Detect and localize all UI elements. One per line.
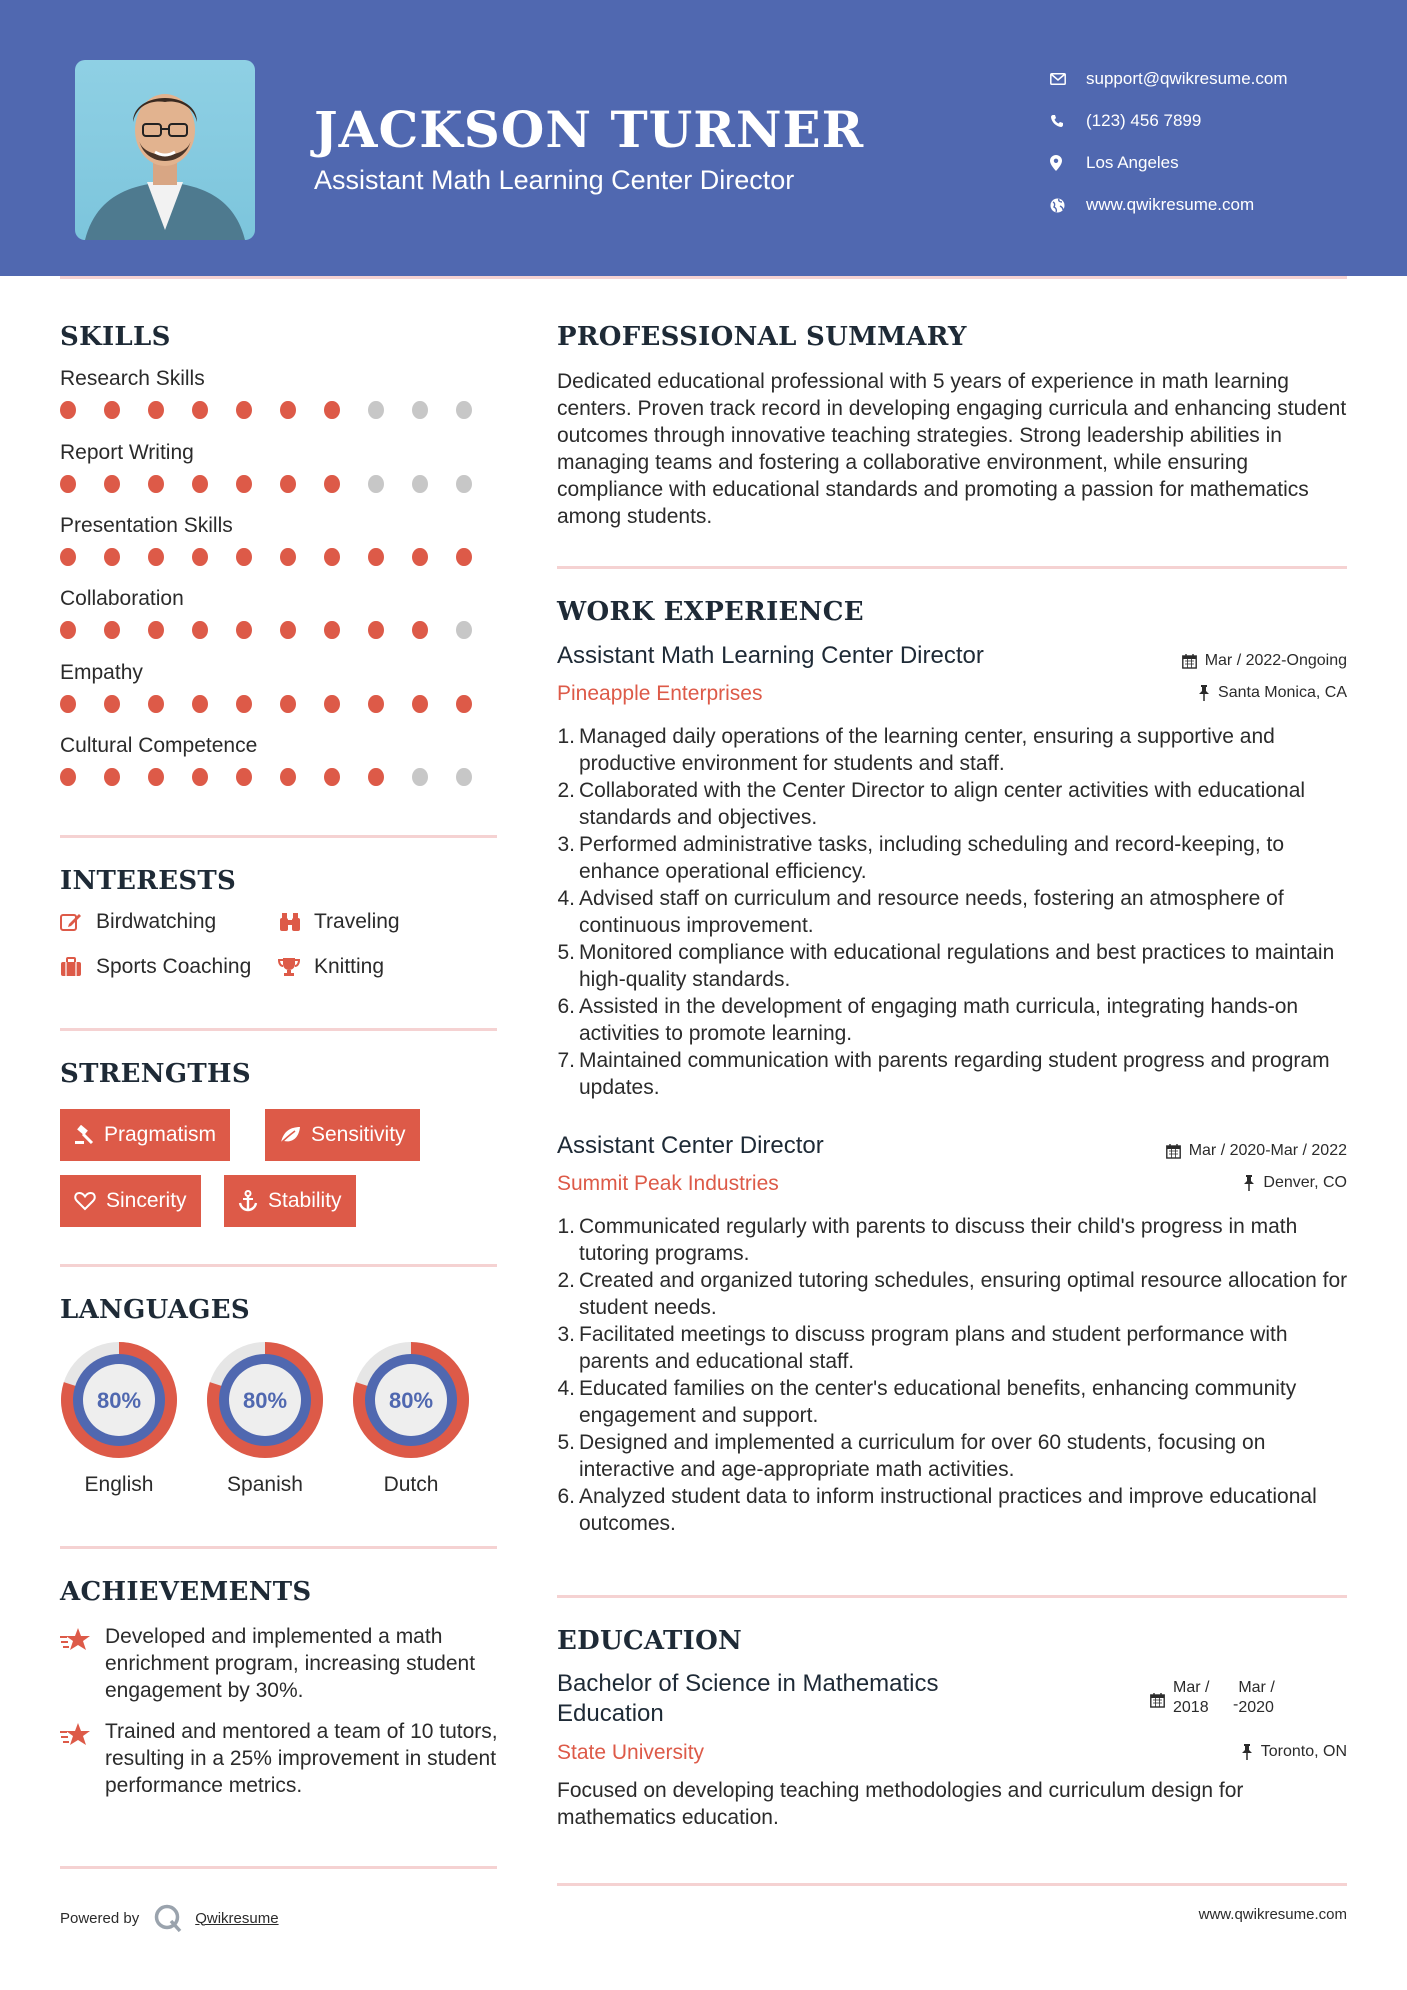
rating-dot-filled xyxy=(192,695,208,713)
strength-label: Pragmatism xyxy=(104,1123,217,1146)
skill-item xyxy=(60,661,500,713)
list-item: 6 . Analyzed student data to inform instructional practices and improve educational outcomes. xyxy=(557,1483,1352,1537)
rating-dot-filled xyxy=(456,548,472,566)
job-location-text: Santa Monica, CA xyxy=(1218,684,1347,701)
job-location xyxy=(1243,1174,1347,1192)
skill-name: Research Skills xyxy=(60,367,205,390)
language-ring xyxy=(58,1339,180,1461)
rating-dot-filled xyxy=(412,621,428,639)
interest-label: Birdwatching xyxy=(96,910,217,933)
rating-dot-filled xyxy=(192,621,208,639)
calendar-icon xyxy=(1182,654,1197,669)
interest-item xyxy=(60,955,251,979)
job-dates xyxy=(1166,1142,1347,1160)
rating-dot-filled xyxy=(236,401,252,419)
rating-dot-filled xyxy=(104,768,120,786)
degree-title-line1: Bachelor of Science in Mathematics xyxy=(557,1670,939,1697)
job-dates-text: Mar / 2020-Mar / 2022 xyxy=(1188,1142,1347,1159)
education-heading: EDUCATION xyxy=(557,1626,743,1656)
language-name: Spanish xyxy=(227,1473,303,1496)
skill-item xyxy=(60,734,500,786)
section-divider xyxy=(60,1546,497,1549)
experience-heading: WORK EXPERIENCE xyxy=(557,597,864,627)
section-divider xyxy=(60,1264,497,1267)
rating-dot-filled xyxy=(280,475,296,493)
job-location xyxy=(1198,684,1347,702)
skill-name: Presentation Skills xyxy=(60,514,233,537)
phone-icon xyxy=(1050,114,1086,128)
language-item xyxy=(58,1339,180,1497)
rating-dot-filled xyxy=(104,621,120,639)
language-ring xyxy=(204,1339,326,1461)
rating-dot-empty xyxy=(368,475,384,493)
strength-label: Stability xyxy=(268,1189,342,1212)
achievements-heading: ACHIEVEMENTS xyxy=(60,1577,312,1607)
company-name: Pineapple Enterprises xyxy=(557,682,763,705)
candidate-title: Assistant Math Learning Center Director xyxy=(314,165,795,195)
rating-dot-filled xyxy=(60,401,76,419)
education-date-start: Mar / 2018 xyxy=(1173,1679,1210,1716)
skill-item xyxy=(60,514,500,566)
binoculars-icon xyxy=(278,912,314,932)
strength-label: Sensitivity xyxy=(311,1123,406,1146)
contact-email[interactable] xyxy=(1050,58,1288,100)
rating-dot-filled xyxy=(412,695,428,713)
list-item: 1 . Communicated regularly with parents to discuss their child's progress in math tutoring programs. xyxy=(557,1213,1352,1267)
skill-rating xyxy=(60,548,500,566)
contact-phone-text: (123) 456 7899 xyxy=(1086,111,1202,130)
rating-dot-filled xyxy=(60,621,76,639)
skill-item xyxy=(60,587,500,639)
skill-item xyxy=(60,441,500,493)
star-badge-icon xyxy=(60,1623,105,1704)
list-item: 6 . Assisted in the development of engaging math curricula, integrating hands-on activities to promote learning. xyxy=(557,993,1352,1047)
language-item xyxy=(350,1339,472,1497)
envelope-icon xyxy=(1050,73,1086,85)
anchor-icon xyxy=(238,1190,258,1212)
gavel-icon xyxy=(74,1125,94,1145)
skill-rating xyxy=(60,401,500,419)
rating-dot-filled xyxy=(324,768,340,786)
rating-dot-filled xyxy=(280,768,296,786)
resume-header xyxy=(0,0,1407,276)
contact-location xyxy=(1050,142,1288,184)
rating-dot-filled xyxy=(104,401,120,419)
interests-heading: INTERESTS xyxy=(60,866,237,896)
rating-dot-filled xyxy=(280,621,296,639)
language-name: Dutch xyxy=(383,1473,439,1496)
rating-dot-filled xyxy=(368,548,384,566)
education-date-end: Mar / 2020 xyxy=(1238,1679,1275,1716)
skill-name: Cultural Competence xyxy=(60,734,258,757)
section-divider xyxy=(557,566,1347,569)
rating-dot-empty xyxy=(456,621,472,639)
list-item: 5 . Designed and implemented a curriculum for over 60 students, focusing on interactive and age-appropriate math activities. xyxy=(557,1429,1352,1483)
job-location-text: Denver, CO xyxy=(1263,1174,1347,1191)
rating-dot-empty xyxy=(456,768,472,786)
section-divider xyxy=(557,1595,1347,1598)
rating-dot-filled xyxy=(236,695,252,713)
list-item: 4 . Educated families on the center's educational benefits, enhancing community engagement and support. xyxy=(557,1375,1352,1429)
rating-dot-empty xyxy=(412,475,428,493)
language-ring xyxy=(350,1339,472,1461)
rating-dot-empty xyxy=(456,401,472,419)
star-badge-icon xyxy=(60,1718,105,1799)
interest-item xyxy=(60,910,216,934)
interest-label: Sports Coaching xyxy=(96,955,252,978)
language-item xyxy=(204,1339,326,1497)
rating-dot-filled xyxy=(324,401,340,419)
rating-dot-filled xyxy=(368,695,384,713)
rating-dot-filled xyxy=(324,548,340,566)
candidate-name: JACKSON TURNER xyxy=(314,100,865,159)
rating-dot-filled xyxy=(104,475,120,493)
rating-dot-filled xyxy=(456,695,472,713)
rating-dot-filled xyxy=(324,475,340,493)
contact-location-text: Los Angeles xyxy=(1086,153,1179,172)
rating-dot-empty xyxy=(368,401,384,419)
education-dates xyxy=(1150,1678,1288,1718)
job-duties-list xyxy=(557,1213,1352,1537)
list-item: 5 . Monitored compliance with educational regulations and best practices to maintain high-quality standards. xyxy=(557,939,1352,993)
rating-dot-filled xyxy=(148,548,164,566)
job-title: Assistant Math Learning Center Director xyxy=(557,642,984,669)
rating-dot-filled xyxy=(148,695,164,713)
rating-dot-filled xyxy=(148,621,164,639)
achievement-item xyxy=(60,1623,500,1704)
language-percent: 80% xyxy=(96,1388,142,1413)
list-item: 3 . Facilitated meetings to discuss program plans and student performance with parents and educational staff. xyxy=(557,1321,1352,1375)
skill-rating xyxy=(60,768,500,786)
school-name: State University xyxy=(557,1741,705,1764)
language-name: English xyxy=(84,1473,154,1496)
pushpin-icon xyxy=(1241,1744,1253,1760)
rating-dot-filled xyxy=(368,621,384,639)
pushpin-icon xyxy=(1198,685,1210,701)
calendar-icon xyxy=(1166,1144,1181,1159)
rating-dot-filled xyxy=(236,548,252,566)
rating-dot-filled xyxy=(60,548,76,566)
rating-dot-filled xyxy=(60,768,76,786)
pushpin-icon xyxy=(1243,1175,1255,1191)
skill-rating xyxy=(60,621,500,639)
job-dates-text: Mar / 2022-Ongoing xyxy=(1204,652,1347,669)
summary-text: Dedicated educational professional with 5 years of experience in math learning centers. Proven track record in developing engaging curricula and enhancing student outcomes through innovative teaching strategies. Strong leadership abilities in managing teams and fostering a collaborative environment, while ensuring compliance with educational standards and promoting a passion for mathematics among students. xyxy=(557,370,1347,528)
rating-dot-filled xyxy=(148,768,164,786)
pencil-square-icon xyxy=(60,912,96,932)
location-pin-icon xyxy=(1050,155,1086,171)
language-percent: 80% xyxy=(242,1388,288,1413)
rating-dot-filled xyxy=(280,401,296,419)
rating-dot-filled xyxy=(236,621,252,639)
skills-heading: SKILLS xyxy=(60,322,171,352)
strengths-heading: STRENGTHS xyxy=(60,1059,251,1089)
briefcase-icon xyxy=(60,957,96,977)
calendar-icon xyxy=(1150,1693,1165,1708)
rating-dot-filled xyxy=(280,695,296,713)
leaf-icon xyxy=(279,1125,301,1145)
rating-dot-filled xyxy=(192,768,208,786)
rating-dot-filled xyxy=(412,548,428,566)
section-divider xyxy=(557,1883,1347,1886)
strength-label: Sincerity xyxy=(106,1189,187,1212)
profile-photo xyxy=(75,60,255,240)
qwikresume-logo-icon xyxy=(153,1903,183,1933)
list-item: 1 . Managed daily operations of the learning center, ensuring a supportive and productive environment for students and staff. xyxy=(557,723,1352,777)
rating-dot-filled xyxy=(192,401,208,419)
job-dates xyxy=(1182,652,1347,670)
list-item: 4 . Advised staff on curriculum and resource needs, fostering an atmosphere of continuous improvement. xyxy=(557,885,1352,939)
heart-icon xyxy=(74,1191,96,1211)
interest-label: Traveling xyxy=(314,910,400,933)
rating-dot-filled xyxy=(192,475,208,493)
contact-website[interactable] xyxy=(1050,184,1288,226)
job-title: Assistant Center Director xyxy=(557,1132,824,1159)
list-item: 2 . Collaborated with the Center Director to align center activities with educational standards and objectives. xyxy=(557,777,1352,831)
job-duties-list xyxy=(557,723,1352,1101)
achievement-text: Developed and implemented a math enrichment program, increasing student engagement by 30%. xyxy=(105,1625,476,1702)
header-divider xyxy=(60,276,1347,279)
strength-tag xyxy=(224,1175,356,1227)
rating-dot-filled xyxy=(60,695,76,713)
strength-tag xyxy=(60,1175,201,1227)
skill-name: Report Writing xyxy=(60,441,194,464)
rating-dot-filled xyxy=(60,475,76,493)
degree-title-line2: Education xyxy=(557,1700,664,1727)
interest-label: Knitting xyxy=(314,955,385,978)
rating-dot-filled xyxy=(104,548,120,566)
rating-dot-filled xyxy=(192,548,208,566)
rating-dot-filled xyxy=(324,695,340,713)
education-location xyxy=(1241,1743,1347,1761)
rating-dot-filled xyxy=(280,548,296,566)
strength-tag xyxy=(265,1109,420,1161)
skill-name: Collaboration xyxy=(60,587,184,610)
interest-item xyxy=(278,955,384,979)
rating-dot-filled xyxy=(368,768,384,786)
interest-item xyxy=(278,910,400,934)
footer-powered-by xyxy=(60,1903,279,1933)
skill-name: Empathy xyxy=(60,661,143,684)
summary-heading: PROFESSIONAL SUMMARY xyxy=(557,322,967,352)
list-item: 3 . Performed administrative tasks, including scheduling and record-keeping, to enhance operational efficiency. xyxy=(557,831,1352,885)
section-divider xyxy=(60,835,497,838)
trophy-icon xyxy=(278,957,314,977)
section-divider xyxy=(60,1028,497,1031)
strength-tag xyxy=(60,1109,230,1161)
contact-list xyxy=(1050,58,1288,226)
rating-dot-empty xyxy=(412,768,428,786)
achievement-item xyxy=(60,1718,500,1799)
company-name: Summit Peak Industries xyxy=(557,1172,779,1195)
list-item: 7 . Maintained communication with parents regarding student progress and program updates. xyxy=(557,1047,1352,1101)
rating-dot-filled xyxy=(104,695,120,713)
powered-by-label: Powered by xyxy=(60,1909,140,1927)
skill-item xyxy=(60,367,500,419)
skill-rating xyxy=(60,475,500,493)
footer-url[interactable]: www.qwikresume.com xyxy=(1198,1906,1347,1923)
globe-icon xyxy=(1050,198,1086,213)
languages-heading: LANGUAGES xyxy=(60,1295,250,1325)
rating-dot-empty xyxy=(412,401,428,419)
list-item: 2 . Created and organized tutoring schedules, ensuring optimal resource allocation for student needs. xyxy=(557,1267,1352,1321)
rating-dot-empty xyxy=(456,475,472,493)
education-location-text: Toronto, ON xyxy=(1260,1743,1347,1760)
section-divider xyxy=(60,1866,497,1869)
achievement-text: Trained and mentored a team of 10 tutors, resulting in a 25% improvement in student performance metrics. xyxy=(105,1720,498,1797)
contact-phone[interactable] xyxy=(1050,100,1288,142)
language-percent: 80% xyxy=(388,1388,434,1413)
rating-dot-filled xyxy=(324,621,340,639)
rating-dot-filled xyxy=(236,768,252,786)
education-description: Focused on developing teaching methodologies and curriculum design for mathematics education. xyxy=(557,1779,1244,1829)
rating-dot-filled xyxy=(236,475,252,493)
skill-rating xyxy=(60,695,500,713)
contact-website-text: www.qwikresume.com xyxy=(1086,195,1255,214)
rating-dot-filled xyxy=(148,475,164,493)
contact-email-text: support@qwikresume.com xyxy=(1086,69,1288,88)
qwikresume-link[interactable]: Qwikresume xyxy=(195,1909,279,1927)
rating-dot-filled xyxy=(148,401,164,419)
education-date-separator: - xyxy=(1233,1696,1239,1713)
